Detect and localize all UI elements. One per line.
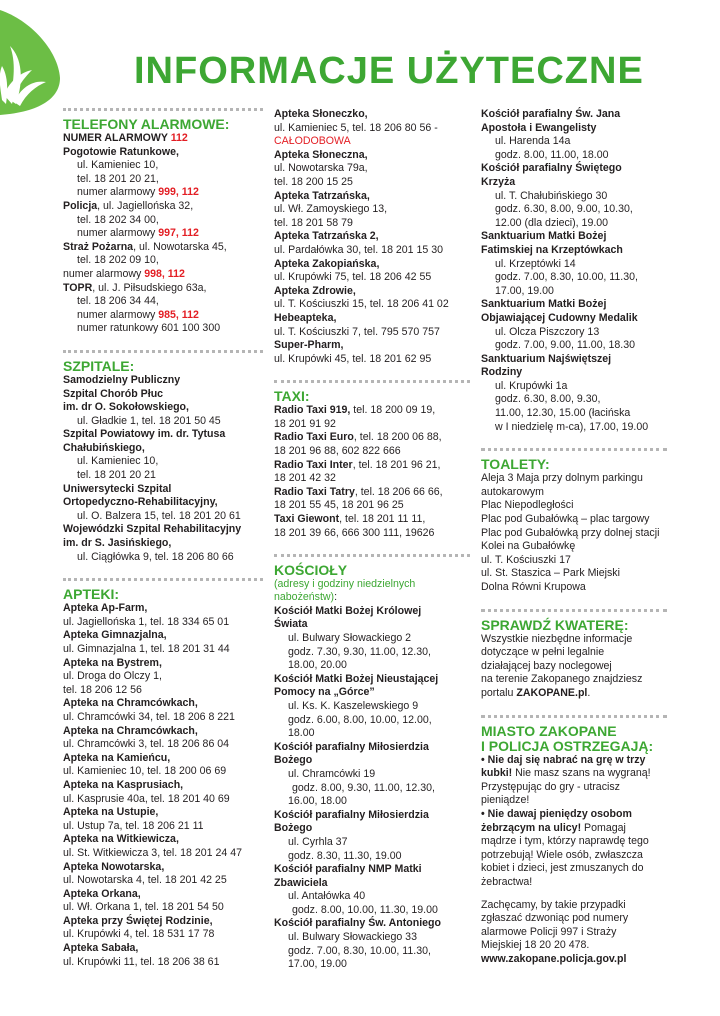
page-number: 37	[52, 33, 65, 45]
text-line: tel. 18 206 34 44,	[77, 295, 159, 308]
text-line: w I niedzielę m-ca), 17.00, 19.00	[495, 420, 649, 433]
text-line: numer alarmowy	[63, 267, 145, 280]
text-line: im. dr S. Jasińskiego,	[63, 537, 172, 550]
text-line: ul. Jagiellońska 1, tel. 18 334 65 01	[63, 615, 230, 628]
text-line: godz. 6.30, 8.00, 9.00, 10.30,	[495, 203, 633, 216]
text-line: Szpital Chorób Płuc	[63, 387, 164, 400]
text-line	[63, 200, 263, 214]
text-line: Samodzielny Publiczny	[63, 373, 181, 386]
text-line: ul. Ciągłówka 9, tel. 18 206 80 66	[77, 550, 234, 563]
text-line: Kościół Matki Bożej Królowej	[274, 604, 422, 617]
text-line: na terenie Zakopanego znajdziesz	[481, 673, 643, 686]
text-line: tel. 18 201 58 79	[274, 216, 353, 229]
spacer	[63, 564, 263, 578]
text-line: ul. Wł. Zamoyskiego 13,	[274, 203, 388, 216]
text-line: Apteka na Chramcówkach,	[63, 724, 198, 737]
dotted-divider	[63, 350, 263, 353]
text-line: godz. 7.00, 9.00, 11.00, 18.30	[495, 339, 635, 352]
text-line: godz. 7.30, 9.30, 11.00, 12.30,	[288, 645, 431, 658]
text-line: Taxi Giewont	[274, 513, 340, 526]
text-line: numer ratunkowy 601 100 300	[77, 322, 221, 335]
text-line: Super-Pharm,	[274, 339, 344, 352]
text-line: portalu	[481, 686, 517, 699]
text-line	[63, 282, 263, 296]
text-line: Kościół parafialny Świętego	[481, 162, 622, 175]
text-line: ul. Kasprusie 40a, tel. 18 201 40 69	[63, 792, 230, 805]
section-heading-police-2: I POLICJA OSTRZEGAJĄ:	[481, 737, 654, 754]
text-line: (adresy i godziny niedzielnych	[274, 578, 416, 591]
text-line: 18 201 96 88, 602 822 666	[274, 445, 401, 458]
text-line: działającej bazy noclegowej	[481, 659, 612, 672]
spacer	[481, 434, 667, 448]
text-line: CAŁODOBOWA	[274, 135, 351, 148]
section-heading-hospitals: SZPITALE:	[63, 357, 135, 374]
text-line: ul. O. Balzera 15, tel. 18 201 20 61	[77, 509, 241, 522]
text-line: Apteka Tatrzańska 2,	[274, 230, 379, 243]
section-heading-police: MIASTO ZAKOPANE	[481, 722, 617, 739]
spacer	[274, 366, 470, 380]
text-line: .	[587, 686, 591, 699]
text-line: alarmowe Policji 997 i Straży	[481, 925, 617, 938]
text-line: tel. 18 206 12 56	[63, 683, 142, 696]
text-line	[63, 186, 263, 200]
text-line: ul. Krupówki 11, tel. 18 206 38 61	[63, 955, 220, 968]
text-line: godz. 7.00, 8.30, 10.00, 11.30,	[495, 271, 638, 284]
dotted-divider	[481, 715, 667, 718]
text-line: 12.00 (dla dzieci), 19.00	[495, 216, 609, 229]
text-line: Szpital Powiatowy im. dr. Tytusa	[63, 428, 226, 441]
text-line: godz. 8.00, 10.00, 11.30, 19.00	[292, 903, 438, 916]
text-line: Apteka Sabała,	[63, 942, 139, 955]
text-line: Zachęcamy, by takie przypadki	[481, 898, 626, 911]
text-line: 18.00, 20.00	[288, 659, 347, 672]
text-line: ul. Bulwary Słowackiego 2	[288, 632, 412, 644]
text-line: Objawiającej Cudowny Medalik	[481, 311, 638, 324]
text-line: Apteka Tatrzańska,	[274, 189, 370, 202]
text-line: Apteka Ap-Farm,	[63, 602, 148, 615]
text-line: ul. Droga do Olczy 1,	[63, 670, 162, 683]
section-heading-alarm: TELEFONY ALARMOWE:	[63, 116, 230, 132]
text-line: Przystępując do gry - utracisz	[481, 780, 620, 793]
text-line: Wszystkie niezbędne informacje	[481, 632, 633, 645]
text-line: Apteka na Ustupie,	[63, 806, 159, 819]
text-line: ul. Kamieniec 5, tel. 18 206 80 56 -	[274, 121, 438, 134]
text-line: ul. Antałówka 40	[288, 890, 366, 903]
text-line: ul. Wł. Orkana 1, tel. 18 201 54 50	[63, 901, 224, 914]
text-line: 18 201 39 66, 666 300 111, 19626	[274, 526, 435, 539]
text-line: Pogotowie Ratunkowe	[63, 145, 177, 158]
text-line: Kościół parafialny Św. Antoniego	[274, 917, 441, 930]
text-line: ul. Krupówki 75, tel. 18 206 42 55	[274, 271, 432, 284]
text-line: ul. Pardałówka 30, tel. 18 201 15 30	[274, 243, 444, 256]
text-line: kubki!	[481, 767, 513, 780]
text-line: Uniwersytecki Szpital	[63, 482, 172, 495]
text-line: ul. Gładkie 1, tel. 18 201 50 45	[77, 414, 221, 427]
text-line: Kościół parafialny Miłosierdzia	[274, 740, 429, 753]
text-line: ul. Krzeptówki 14	[495, 257, 576, 270]
text-line: ul. Kamieniec 10,	[77, 455, 159, 468]
text-line: 985, 112	[158, 308, 199, 321]
text-line: godz. 8.00, 11.00, 18.00	[495, 148, 609, 161]
text-line: Nie masz szans na wygraną!	[512, 767, 651, 780]
dotted-divider	[63, 108, 263, 111]
text-line: ul. T. Kościuszki 17	[481, 553, 571, 566]
text-line: Plac pod Gubałówką – plac targowy	[481, 513, 650, 526]
text-line: Kościół parafialny Miłosierdzia	[274, 808, 429, 821]
spacer	[481, 701, 667, 715]
text-line: tel. 18 201 20 21	[77, 469, 156, 482]
dotted-divider	[274, 554, 470, 557]
text-line: , tel. 18 206 66 66,	[354, 485, 443, 498]
text-line: ul. Nowotarska 79a,	[274, 162, 368, 175]
text-line: Kościół parafialny Św. Jana	[481, 108, 621, 120]
text-line: Wojewódzki Szpital Rehabilitacyjny	[63, 523, 242, 536]
text-line: Apteka na Witkiewicza,	[63, 833, 179, 846]
text-line: tel. 18 200 09 19,	[350, 404, 436, 417]
text-line: , tel. 18 201 11 11,	[339, 513, 426, 526]
text-line	[274, 404, 470, 418]
leaf-logo-icon	[0, 0, 60, 115]
text-line: ul. T. Chałubińskiego 30	[495, 189, 608, 202]
text-line: , tel. 18 200 06 88,	[353, 431, 442, 444]
text-line	[274, 459, 470, 473]
column-1	[63, 108, 263, 969]
text-line: ul. Cyrhla 37	[288, 835, 348, 848]
text-line	[63, 227, 263, 241]
spacer	[63, 336, 263, 350]
text-line: autokarowym	[481, 485, 544, 498]
text-line: Sanktuarium Matki Bożej	[481, 230, 607, 243]
dotted-divider	[274, 380, 470, 383]
text-line: Kolei na Gubałówkę	[481, 540, 576, 553]
spacer	[481, 595, 667, 609]
text-line: zgłaszać dzwoniąc pod numery	[481, 912, 629, 925]
text-line: ul. Krupówki 45, tel. 18 201 62 95	[274, 352, 432, 365]
text-line: tel. 18 202 34 00,	[77, 213, 159, 226]
text-line: , ul. Jagiellońska 32,	[97, 199, 194, 212]
text-line: 17.00, 19.00	[495, 284, 554, 297]
text-line: tel. 18 200 15 25	[274, 175, 353, 188]
text-line	[481, 687, 667, 701]
text-line: Apteka Zdrowie,	[274, 284, 356, 297]
text-line: nabożeństw)	[274, 591, 335, 604]
text-line: ul. Chramcówki 19	[288, 767, 376, 780]
text-line: 18.00	[288, 727, 315, 740]
text-line: Apteka Orkana,	[63, 887, 141, 900]
text-line: Plac pod Gubałówką przy dolnej stacji	[481, 526, 660, 539]
text-line: Dolna Równi Krupowa	[481, 581, 586, 593]
text-line: , tel. 18 201 96 21,	[352, 458, 441, 471]
text-line	[274, 591, 470, 605]
text-line: Świata	[274, 618, 308, 631]
text-line: Policja	[63, 199, 98, 212]
text-line: 16.00, 18.00	[288, 795, 347, 808]
text-line: Hebeapteka,	[274, 311, 337, 324]
text-line: • Nie dawaj pieniędzy osobom	[481, 807, 632, 820]
text-line: Straż Pożarna	[63, 240, 134, 253]
text-line: ul. Kamieniec 10,	[77, 159, 159, 172]
text-line: Plac Niepodległości	[481, 499, 574, 512]
text-line: numer alarmowy	[77, 308, 159, 321]
text-line: dotyczące w pełni legalnie	[481, 646, 605, 659]
text-line: Apteka Gimnazjalna,	[63, 629, 167, 642]
text-line: ul. Ks. K. Kaszelewskiego 9	[288, 699, 419, 712]
text-line: 998, 112	[144, 267, 185, 280]
text-line: godz. 6.30, 8.00, 9.30,	[495, 393, 601, 406]
text-line: godz. 6.00, 8.00, 10.00, 12.00,	[288, 713, 432, 726]
text-line: kobiet i dzieci, jest zmuszanych do	[481, 862, 644, 875]
text-line: ul. Krupówki 1a	[495, 379, 568, 392]
text-line: Zbawiciela	[274, 876, 328, 889]
text-line: Apteka przy Świętej Rodzinie,	[63, 914, 213, 927]
text-line: ul. T. Kościuszki 7, tel. 795 570 757	[274, 325, 440, 338]
text-line	[274, 431, 470, 445]
text-line	[63, 309, 263, 323]
text-line: ul. Gimnazjalna 1, tel. 18 201 31 44	[63, 643, 230, 655]
text-line: 997, 112	[158, 227, 199, 240]
text-line: żebractwa!	[481, 875, 533, 888]
text-line: tel. 18 201 20 21,	[77, 172, 159, 185]
text-line: ul. Kamieniec 10, tel. 18 200 06 69	[63, 765, 227, 778]
section-heading-pharmacies: APTEKI:	[63, 586, 119, 603]
text-line	[481, 767, 667, 781]
text-line: TOPR	[63, 281, 93, 294]
text-line: 999, 112	[158, 186, 199, 199]
text-line: 18 201 55 45, 18 201 96 25	[274, 499, 404, 512]
text-line: Ortopedyczno-Rehabilitacyjny,	[63, 496, 218, 509]
police-website-link[interactable]: www.zakopane.policja.gov.pl	[481, 952, 627, 965]
text-line: Aleja 3 Maja przy dolnym parkingu	[481, 472, 643, 485]
text-line: Apostoła i Ewangelisty	[481, 121, 597, 134]
text-line: pieniądze!	[481, 794, 530, 807]
text-line: żebrzącym na ulicy!	[481, 821, 582, 834]
text-line: Bożego	[274, 822, 313, 835]
text-line: 112	[170, 132, 188, 144]
text-line: godz. 7.00, 8.30, 10.00, 11.30,	[288, 944, 431, 957]
text-line: Rodziny	[481, 366, 523, 379]
text-line: Apteka Słoneczna,	[274, 148, 368, 161]
text-line: NUMER ALARMOWY	[63, 132, 171, 144]
text-line: Apteka na Kasprusiach,	[63, 778, 184, 791]
text-line: Bożego	[274, 754, 313, 767]
text-line	[274, 513, 470, 527]
text-line	[63, 132, 263, 146]
text-line: Apteka Zakopiańska,	[274, 257, 380, 270]
section-heading-toilets: TOALETY:	[481, 456, 550, 473]
text-line: • Nie daj się nabrać na grę w trzy	[481, 753, 646, 766]
text-line: Krzyża	[481, 175, 516, 188]
text-line	[274, 486, 470, 500]
text-line: 11.00, 12.30, 15.00 (łacińska	[495, 407, 631, 420]
text-line: godz. 8.00, 9.30, 11.00, 12.30,	[292, 781, 435, 794]
text-line: Apteka na Kamieńcu,	[63, 751, 171, 764]
text-line	[63, 241, 263, 255]
text-line: Pomocy na „Górce”	[274, 686, 375, 699]
text-line: Miejskiej 18 20 20 478.	[481, 939, 590, 952]
text-line: Radio Taxi 919,	[274, 404, 351, 417]
column-3	[481, 108, 667, 966]
text-line: mądrze i tym, którzy naprawdę tego	[481, 835, 649, 848]
section-heading-lodging: SPRAWDŹ KWATERĘ:	[481, 616, 629, 633]
text-line: im. dr O. Sokołowskiego,	[63, 401, 189, 414]
text-line: Radio Taxi Inter	[274, 458, 353, 471]
text-line: :	[334, 591, 338, 604]
text-line: Radio Taxi Tatry	[274, 485, 355, 498]
text-line: Apteka Nowotarska,	[63, 860, 165, 873]
text-line: ul. Olcza Piszczory 13	[495, 325, 600, 338]
text-line: Sanktuarium Matki Bożej	[481, 298, 607, 311]
section-heading-churches: KOŚCIOŁY	[274, 562, 348, 579]
text-line: ul. Chramcówki 34, tel. 18 206 8 221	[63, 710, 235, 723]
text-line: tel. 18 202 09 10,	[77, 254, 159, 267]
text-line: ul. St. Staszica – Park Miejski	[481, 567, 620, 580]
text-line: ul. Krupówki 4, tel. 18 531 17 78	[63, 928, 215, 941]
text-line: 18 201 91 92	[274, 417, 336, 430]
zakopane-portal-link[interactable]: ZAKOPANE.pl	[516, 686, 588, 699]
dotted-divider	[481, 448, 667, 451]
text-line	[63, 268, 263, 282]
text-line: ul. Harenda 14a	[495, 135, 571, 148]
text-line: ul. Chramcówki 3, tel. 18 206 86 04	[63, 738, 230, 751]
text-line: ul. Nowotarska 4, tel. 18 201 42 25	[63, 874, 227, 887]
section-heading-taxi: TAXI:	[274, 388, 310, 405]
text-line: Sanktuarium Najświętszej	[481, 352, 612, 365]
text-line: , ul. J. Piłsudskiego 63a,	[92, 281, 207, 294]
text-line: Apteka na Chramcówkach,	[63, 697, 198, 710]
text-line: godz. 8.30, 11.30, 19.00	[288, 849, 402, 862]
spacer	[481, 890, 667, 899]
text-line: ul. T. Kościuszki 15, tel. 18 206 41 02	[274, 298, 449, 311]
text-line: , ul. Nowotarska 45,	[133, 240, 227, 253]
text-line: Apteka na Bystrem,	[63, 656, 162, 669]
text-line: Pogotowie Ratunkowe,	[63, 145, 179, 158]
text-line: Apteka Słoneczko,	[274, 108, 368, 120]
text-line: Kościół parafialny NMP Matki	[274, 863, 422, 876]
text-line: ul. Ustup 7a, tel. 18 206 21 11	[63, 819, 204, 832]
page-title: INFORMACJE UŻYTECZNE	[134, 50, 644, 92]
text-line	[481, 822, 667, 836]
dotted-divider	[481, 609, 667, 612]
text-line: Radio Taxi Euro	[274, 431, 354, 444]
text-line: 18 201 42 32	[274, 472, 336, 485]
spacer	[274, 540, 470, 554]
text-line: 17.00, 19.00	[288, 958, 347, 971]
text-line: Pomagaj	[581, 821, 626, 834]
dotted-divider	[63, 578, 263, 581]
text-line: Kościół Matki Bożej Nieustającej	[274, 672, 439, 685]
text-line: ul. St. Witkiewicza 3, tel. 18 201 24 47	[63, 846, 243, 859]
text-line: numer alarmowy	[77, 227, 159, 240]
text-line: Fatimskiej na Krzeptówkach	[481, 243, 623, 256]
text-line: numer alarmowy	[77, 186, 159, 199]
text-line: Chałubińskiego,	[63, 441, 145, 454]
text-line: ul. Bulwary Słowackiego 33	[288, 931, 417, 944]
text-line: potrzebują! Wiele osób, zwłaszcza	[481, 848, 643, 861]
column-2	[274, 108, 470, 972]
